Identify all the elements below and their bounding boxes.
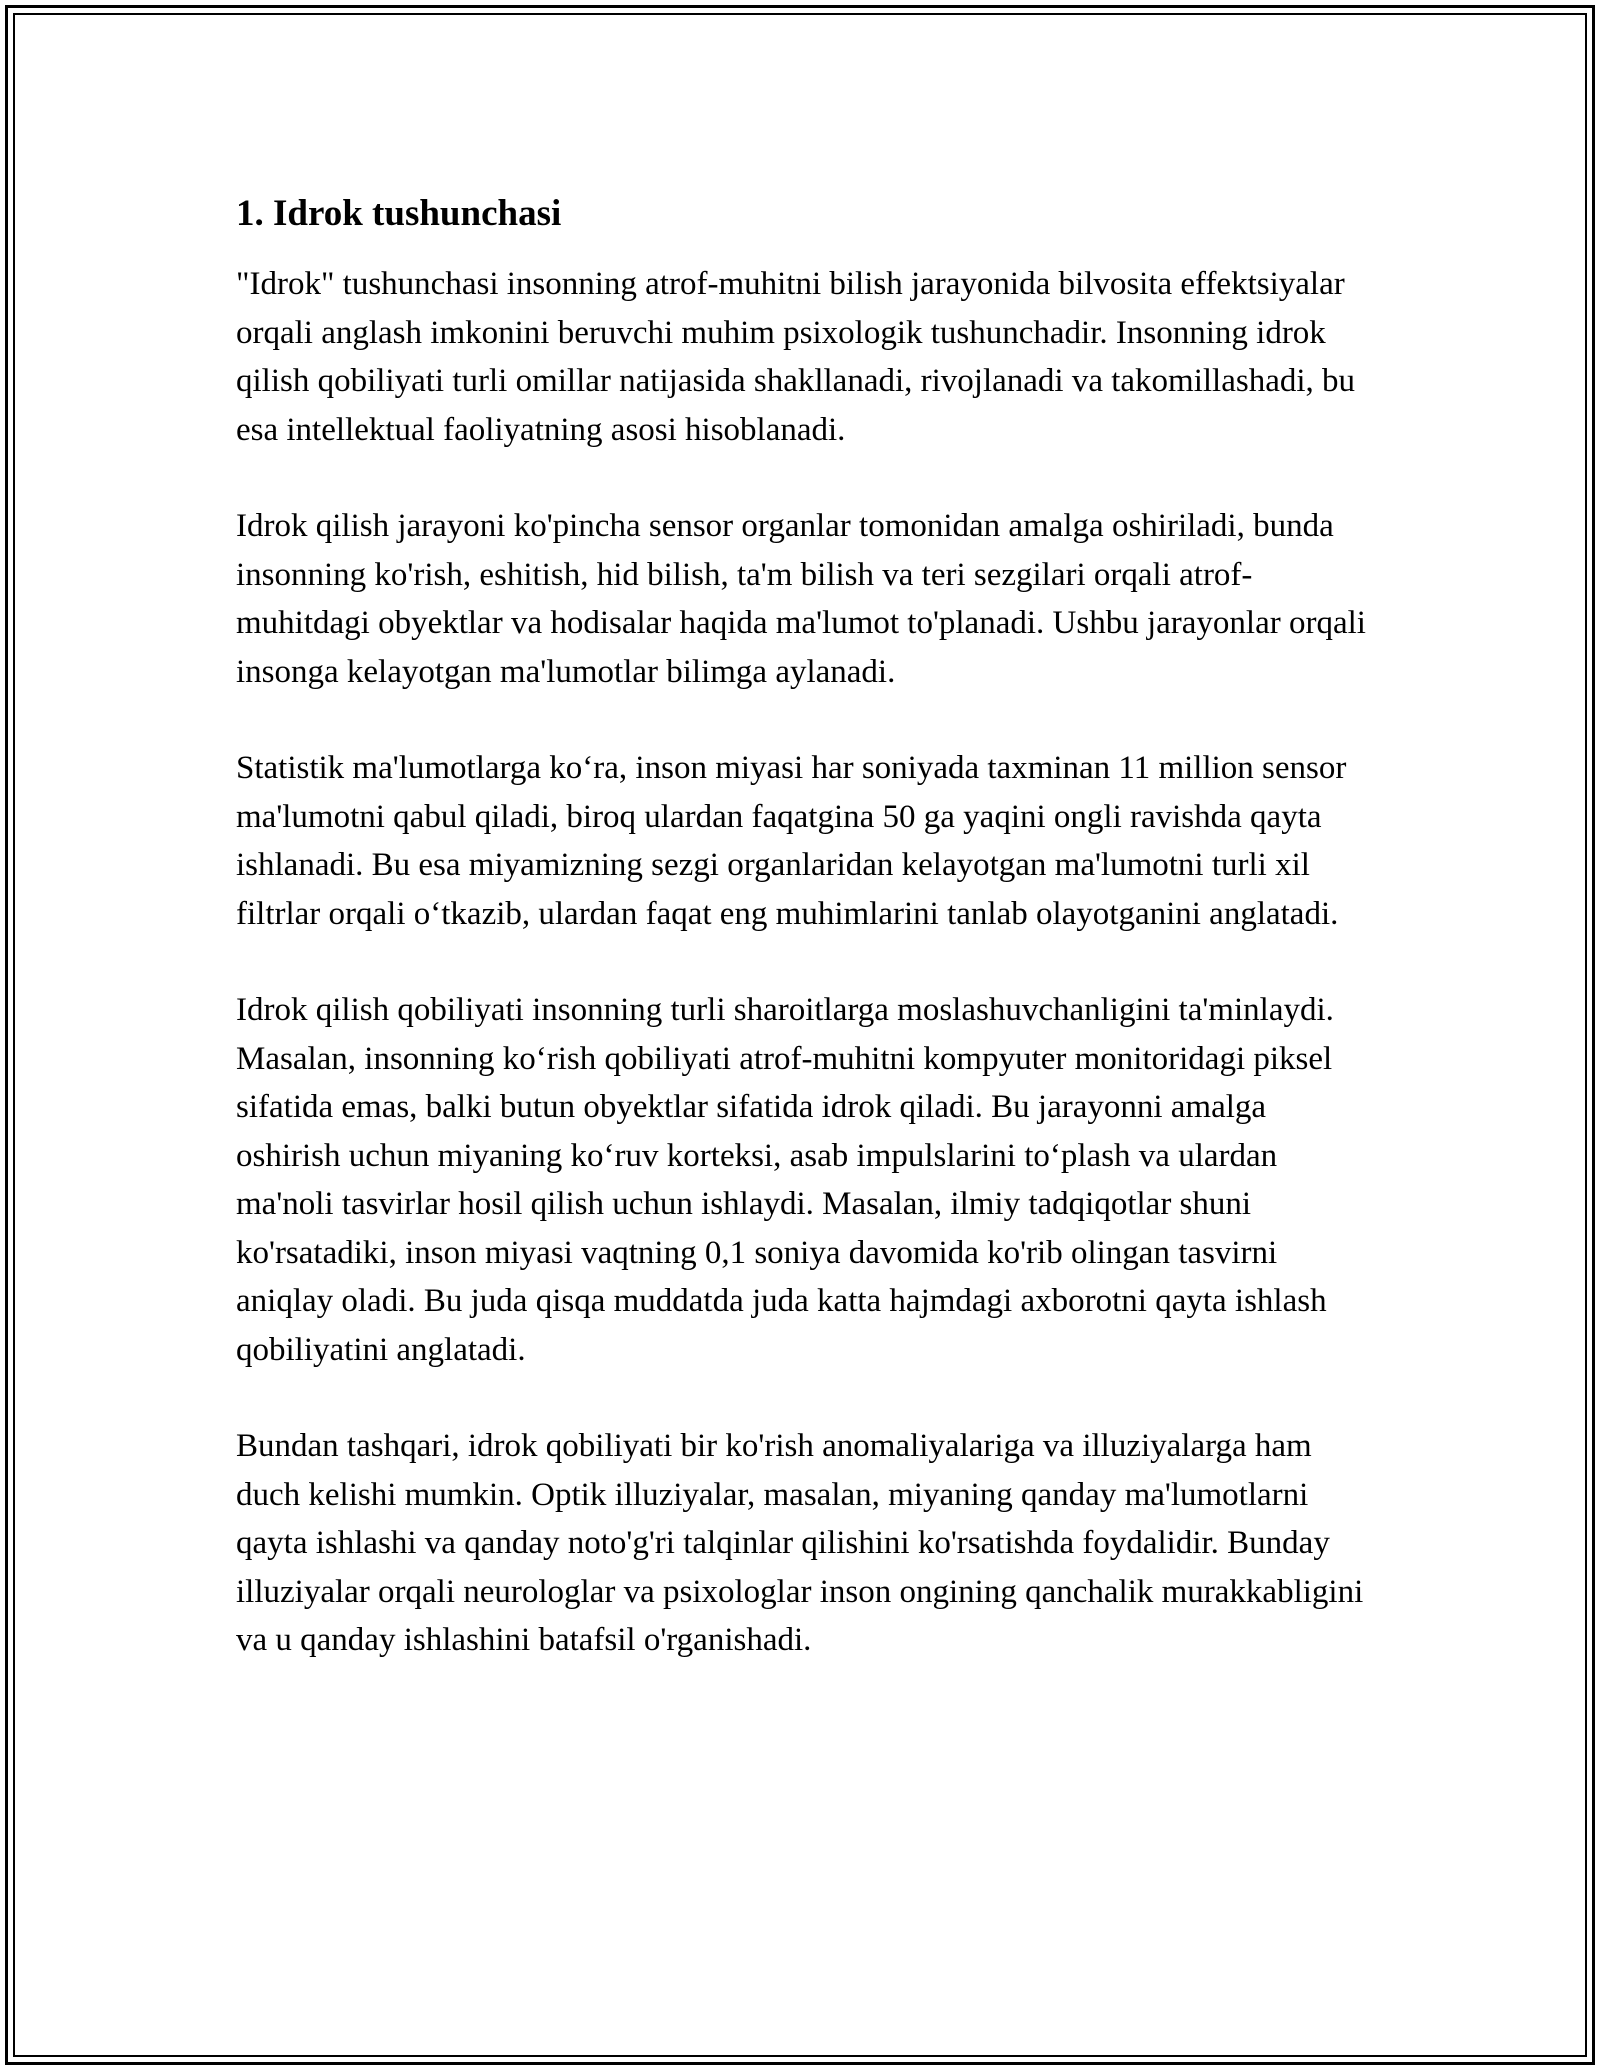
paragraph-5: Bundan tashqari, idrok qobiliyati bir ko'rish anomaliyalariga va illuziyalarga ham duch kelishi mumkin. Optik illuziyalar, masalan, miyaning qanday ma'lumotlarni qayta ishlashi va qanday noto'g'ri talqinlar qilishini ko'rsatishda foydalidir. Bunday illuziyalar orqali neurologlar va psixologlar inson ongining qanchalik murakkabligini va u qanday ishlashini batafsil o'rganishadi.	[236, 1428, 1364, 1658]
paragraph-4: Idrok qilish qobiliyati insonning turli sharoitlarga moslashuvchanligini ta'minlaydi. Masalan, insonning ko‘rish qobiliyati atrof-muhitni kompyuter monitoridagi piksel sifatida emas, balki butun obyektlar sifatida idrok qiladi. Bu jarayonni amalga oshirish uchun miyaning ko‘ruv korteksi, asab impulslarini to‘plash va ulardan ma'noli tasvirlar hosil qilish uchun ishlaydi. Masalan, ilmiy tadqiqotlar shuni ko'rsatadiki, inson miyasi vaqtning 0,1 soniya davomida ko'rib olingan tasvirni aniqlay oladi. Bu juda qisqa muddatda juda katta hajmdagi axborotni qayta ishlash qobiliyatini anglatadi.	[236, 992, 1334, 1368]
paragraph-1: "Idrok" tushunchasi insonning atrof-muhitni bilish jarayonida bilvosita effektsiyalar orqali anglash imkonini beruvchi muhim psixologik tushunchadir. Insonning idrok qilish qobiliyati turli omillar natijasida shakllanadi, rivojlanadi va takomillashadi, bu esa intellektual faoliyatning asosi hisoblanadi.	[236, 266, 1356, 448]
section-heading: 1. Idrok tushunchasi	[236, 193, 562, 234]
paragraph-3: Statistik ma'lumotlarga ko‘ra, inson miyasi har soniyada taxminan 11 million sensor ma'lumotni qabul qiladi, biroq ulardan faqatgina 50 ga yaqini ongli ravishda qayta ishlanadi. Bu esa miyamizning sezgi organlaridan kelayotgan ma'lumotni turli xil filtrlar orqali o‘tkazib, ulardan faqat eng muhimlarini tanlab olayotganini anglatadi.	[236, 750, 1347, 932]
paragraph-2: Idrok qilish jarayoni ko'pincha sensor organlar tomonidan amalga oshiriladi, bunda insonning ko'rish, eshitish, hid bilish, ta'm bilish va teri sezgilari orqali atrof-muhitdagi obyektlar va hodisalar haqida ma'lumot to'planadi. Ushbu jarayonlar orqali insonga kelayotgan ma'lumotlar bilimga aylanadi.	[236, 508, 1366, 690]
document-body	[236, 188, 1376, 1713]
